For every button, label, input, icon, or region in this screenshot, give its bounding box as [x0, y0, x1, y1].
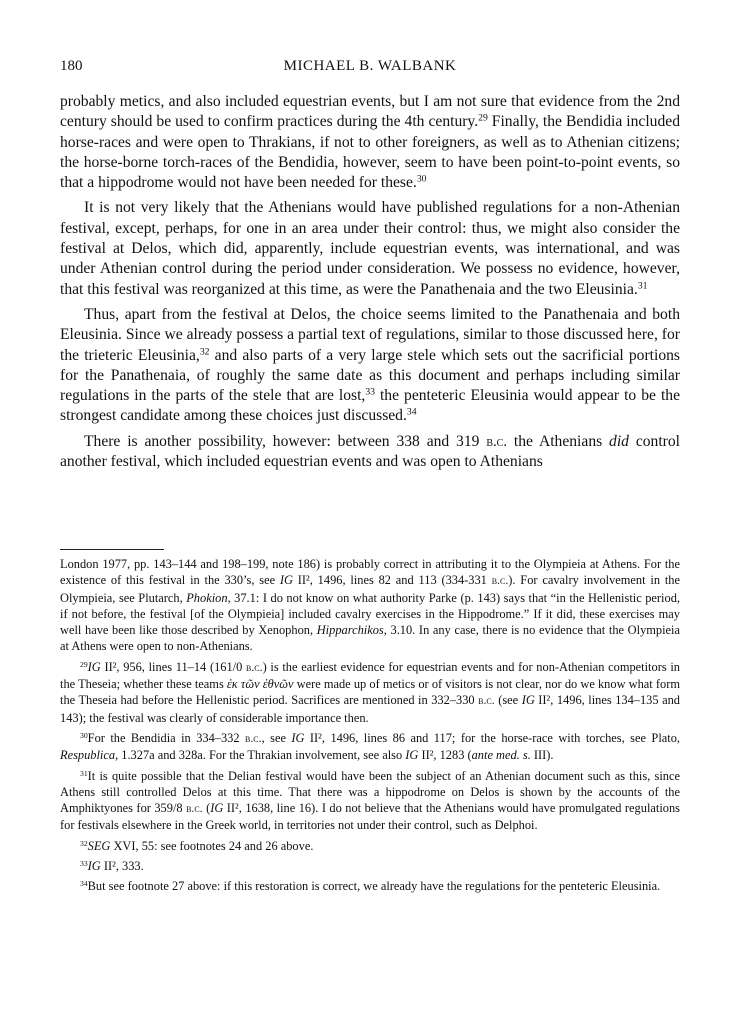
- paragraph-1: probably metics, and also included equestrian events, but I am not sure that evidence from the 2nd century should be used to confirm practices during the 4th century.$^{29}$ Finally, the Bendidia included horse-races and were open to Thrakians, if not to other foreigners, as well as to Athenian citizens; the horse-borne torch-races of the Bendidia, however, seem to have been point-to-point events, so that a hippodrome would not have been needed for these.$^{30}$: [60, 93, 680, 192]
- paragraph-4: There is another possibility, however: between 338 and 319 b.c. the Athenians did control another festival, which included equestrian events and was open to Athenians: [60, 432, 680, 471]
- footnote-ref-33[interactable]: 33: [365, 386, 375, 398]
- footnote-31: $^{31}$It is quite possible that the Delian festival would have been the subject of an Athenian document such as this, since Athens still controlled Delos at this time. That there was a hippodrome on Delos is shown by the accounts of the Amphiktyones for 359/8 b.c. (IG II², 1638, line 16). I do not believe that the Athenians would have promulgated regulations for festivals elsewhere in the Greek world, in territories not under their control, such as Delphoi.: [60, 768, 680, 833]
- body-text: [60, 92, 680, 472]
- footnote-ref-30[interactable]: 30: [416, 173, 427, 185]
- footnote-ref-34[interactable]: 34: [406, 407, 417, 419]
- paragraph-2: It is not very likely that the Athenians would have published regulations for a non-Athenian festival, except, perhaps, for one in an area under their control: thus, we might also consider the festival at Delos, which did, apparently, include equestrian events, was international, and was under Athenian control during the period under consideration. We possess no evidence, however, that this festival was reorganized at this time, as were the Panathenaia and the two Eleusinia.$^{31}$: [60, 199, 680, 298]
- footnote-33: $^{33}$IG II², 333.: [80, 858, 144, 874]
- footnote-ref-31[interactable]: 31: [637, 280, 648, 292]
- running-head: [60, 58, 680, 78]
- footnote-ref-29[interactable]: 29: [478, 112, 488, 124]
- footnote-29: $^{29}$IG II², 956, lines 11–14 (161/0 b.c.) is the earliest evidence for equestrian events and for non-Athenian competitors in the Theseia; whether these teams ἐκ τῶν ἐθνῶν were made up of metics or of visitors is not clear, nor do we know what form the Theseia had before the Hellenistic period. Sacrifices are mentioned in 332–330 b.c. (see IG II², 1496, lines 134–135 and 143); the festival was clearly of considerable importance then.: [60, 659, 680, 725]
- paragraph-3: Thus, apart from the festival at Delos, the choice seems limited to the Panathenaia and both Eleusinia. Since we already possess a partial text of regulations, similar to those discussed here, for the trieteric Eleusinia,$^{32}$ and also parts of a very large stele which sets out the sacrificial portions for the Panathenaia, of roughly the same date as this document and perhaps including similar regulations in the parts of the stele that are lost,$^{33}$ the penteteric Eleusinia would appear to be the strongest candidate among these choices just discussed.$^{34}$: [60, 305, 680, 425]
- footnote-32: $^{32}$SEG XVI, 55: see footnotes 24 and 26 above.: [80, 838, 314, 853]
- running-title: MICHAEL B. WALBANK: [283, 58, 457, 74]
- footnote-rule: [60, 549, 164, 550]
- footnote-continued: London 1977, pp. 143–144 and 198–199, note 186) is probably correct in attributing it to the Olympieia at Athens. For the existence of this festival in the 330’s, see IG II², 1496, lines 82 and 113 (334-331 b.c.). For cavalry involvement in the Olympieia, see Plutarch, Phokion, 37.1: I do not know on what authority Parke (p. 143) says that “in the Hellenistic period, if not before, the festival [of the Olympieia] included cavalry exercises in the Hippodrome.” If it did, these exercises may well have been like those described by Xenophon, Hipparchikos, 3.10. In any case, there is no evidence that the Olympieia at Athens were open to non-Athenians.: [60, 557, 680, 654]
- footnote-34: $^{34}$But see footnote 27 above: if this restoration is correct, we already have the regulations for the penteteric Eleusinia.: [80, 879, 661, 894]
- footnotes: [60, 556, 680, 899]
- footnote-ref-32[interactable]: 32: [199, 346, 210, 358]
- footnote-30: $^{30}$For the Bendidia in 334–332 b.c., see IG II², 1496, lines 86 and 117; for the horse-race with torches, see Plato, Respublica, 1.327a and 328a. For the Thrakian involvement, see also IG II², 1283 (ante med. s. III).: [60, 730, 680, 763]
- page-number: 180: [60, 58, 83, 74]
